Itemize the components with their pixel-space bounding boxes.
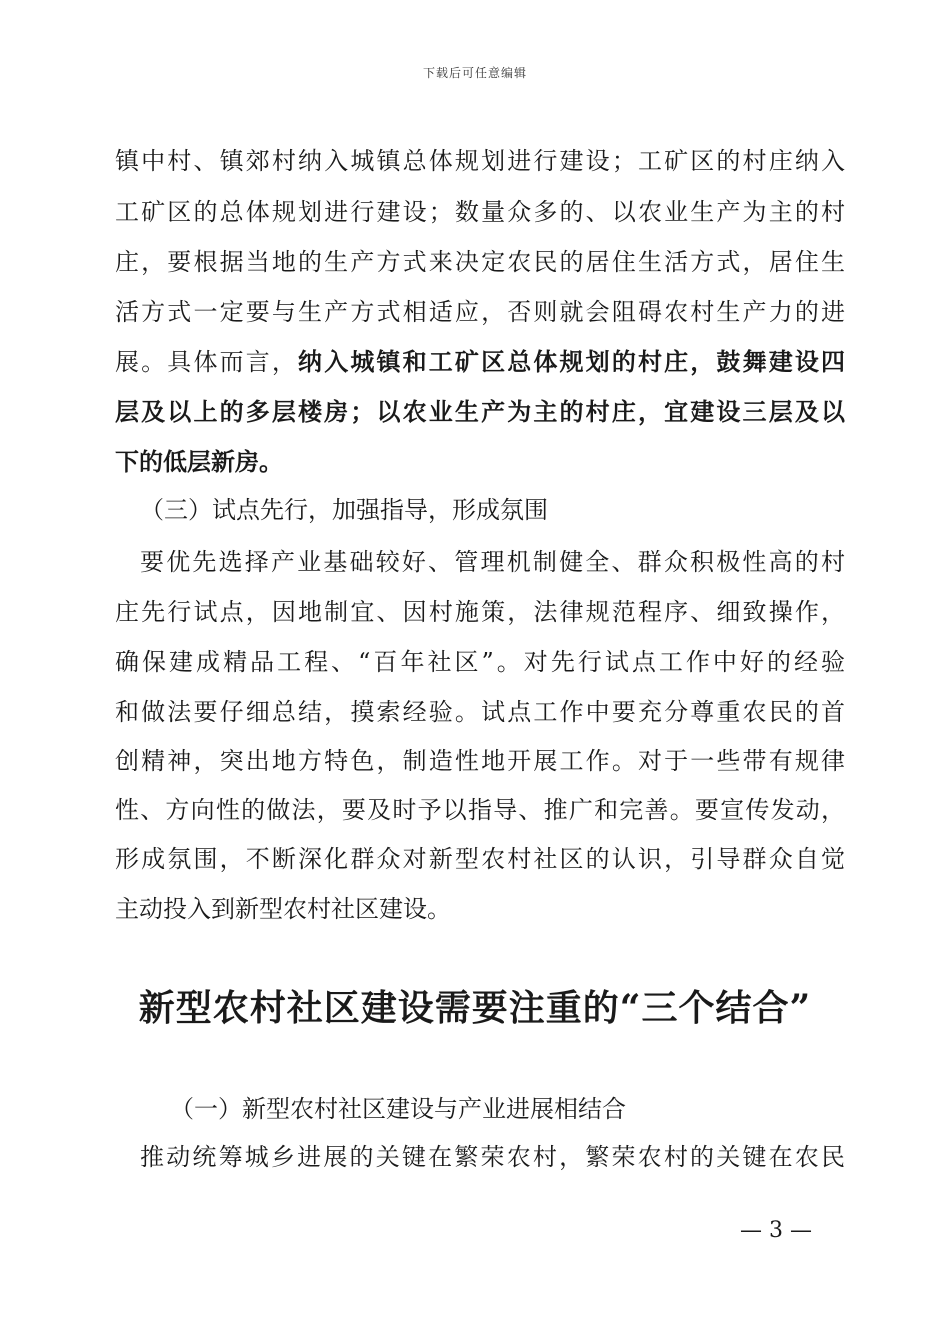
body-line-5-bold: 纳入城镇和工矿区总体规划的村庄，鼓舞建设四 [298,347,845,376]
body-line-5 [115,346,845,378]
subheading-three: （三）试点先行，加强指导，形成氛围 [140,496,548,524]
page-number: — 3 — [740,1218,812,1243]
para3-line-6: 性、方向性的做法，要及时予以指导、推广和完善。要宣传发动， [115,796,845,824]
body-line-4: 活方式一定要与生产方式相适应，否则就会阻碍农村生产力的进 [115,298,845,326]
body-line-3: 庄，要根据当地的生产方式来决定农民的居住生活方式，居住生 [115,248,845,276]
body-line-2: 工矿区的总体规划进行建设；数量众多的、以农业生产为主的村 [115,198,845,226]
section-heading: 新型农村社区建设需要注重的“三个结合” [138,987,812,1029]
para3-line-3: 确保建成精品工程、“百年社区”。对先行试点工作中好的经验 [115,648,845,676]
para3-line-5: 创精神，突出地方特色，制造性地开展工作。对于一些带有规律 [115,747,845,775]
body-line-5-normal: 展。具体而言， [115,348,299,376]
para3-line-4: 和做法要仔细总结，摸索经验。试点工作中要充分尊重农民的首 [115,698,845,726]
para3-line-8: 主动投入到新型农村社区建设。 [115,895,451,923]
subheading-one: （一）新型农村社区建设与产业进展相结合 [170,1095,626,1123]
bold-line-1: 层及以上的多层楼房；以农业生产为主的村庄，宜建设三层及以 [115,397,845,426]
para3-line-1: 要优先选择产业基础较好、管理机制健全、群众积极性高的村 [140,548,845,576]
para3-line-2: 庄先行试点，因地制宜、因村施策，法律规范程序、细致操作， [115,598,845,626]
para3-line-7: 形成氛围，不断深化群众对新型农村社区的认识，引导群众自觉 [115,845,845,873]
bold-line-2: 下的低层新房。 [115,447,283,476]
page-header: 下载后可任意编辑 [422,66,527,80]
para4-line-1: 推动统筹城乡进展的关键在繁荣农村，繁荣农村的关键在农民 [140,1143,845,1171]
body-line-1: 镇中村、镇郊村纳入城镇总体规划进行建设；工矿区的村庄纳入 [115,147,845,175]
